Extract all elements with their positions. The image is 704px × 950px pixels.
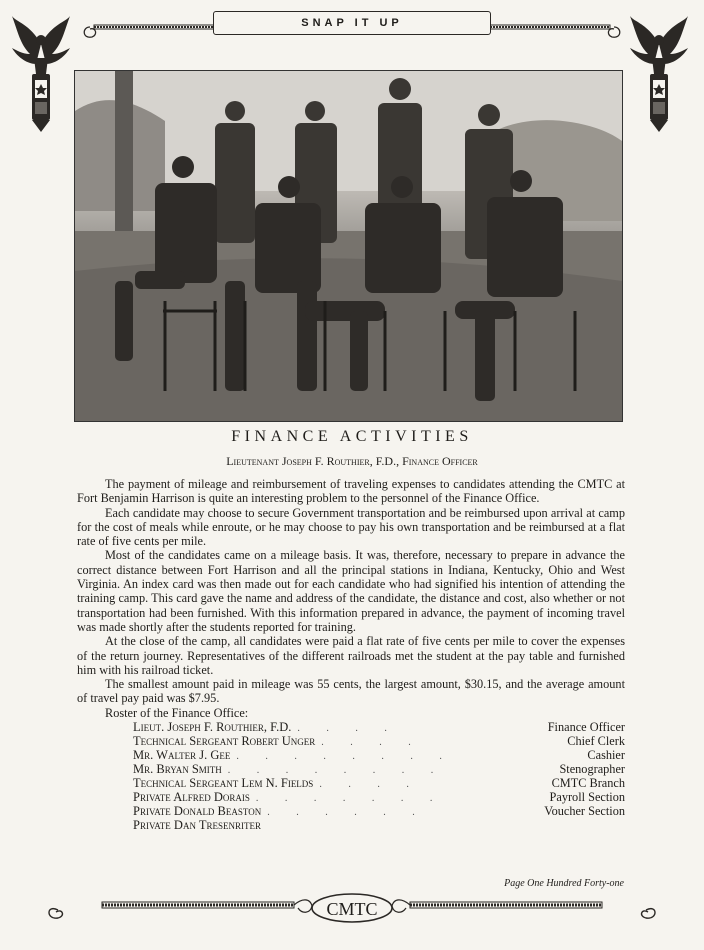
- roster-intro: Roster of the Finance Office:: [105, 705, 249, 720]
- roster-item: [77, 818, 625, 832]
- roster-role: Voucher Section: [544, 804, 625, 819]
- roster-item: [77, 804, 625, 818]
- roster-leader-dots: . . . . . . .: [255, 793, 445, 805]
- roster-leader-dots: . . . .: [319, 779, 421, 791]
- roster-item: [77, 720, 625, 734]
- paragraph: Most of the candidates came on a mileage basis. It was, therefore, necessary to prepare in advance the correct distance between Fort Harrison and all the principal stations in Indiana, Kentucky, Ohio and West Virginia. An index card was then made out for each candidate who had signified his intention of attending the training camp. This card gave the name and address of the candidate, the distance and cost, also whether or not transportation had been furnished. With this information prepared in advance, the payment of incoming travel was made shortly after the students reported for training.: [77, 548, 625, 634]
- roster-item: [77, 762, 625, 776]
- roster-list: [77, 720, 625, 832]
- roster-role: Finance Officer: [547, 720, 625, 735]
- roster-name: Private Dan Tresenriter: [133, 818, 261, 833]
- roster-name: Private Donald Beaston: [133, 804, 262, 819]
- cmtc-emblem-text: CMTC: [326, 899, 378, 919]
- roster-role: Cashier: [587, 748, 625, 763]
- roster-role: Payroll Section: [549, 790, 625, 805]
- paragraph: The payment of mileage and reimbursement of traveling expenses to candidates attending the CMTC at Fort Benjamin Harrison is quite an interesting problem to the personnel of the Finance Office.: [77, 477, 625, 506]
- section-subtitle: Lieutenant Joseph F. Routhier, F.D., Finance Officer: [226, 454, 478, 468]
- footer-ornament: [40, 888, 664, 936]
- roster-leader-dots: . . . . . .: [267, 807, 427, 819]
- roster-leader-dots: . . . .: [297, 723, 399, 735]
- roster-item: [77, 734, 625, 748]
- roster-item: [77, 790, 625, 804]
- roster-name: Lieut. Joseph F. Routhier, F.D.: [133, 720, 292, 735]
- roster-item: [77, 748, 625, 762]
- running-header-title: SNAP IT UP: [213, 11, 491, 35]
- roster-role: Stenographer: [559, 762, 625, 777]
- roster-name: Mr. Walter J. Gee: [133, 748, 231, 763]
- group-photo: [74, 70, 623, 422]
- roster-leader-dots: . . . . . . . .: [236, 751, 454, 763]
- section-title: FINANCE ACTIVITIES: [231, 428, 473, 445]
- roster-name: Technical Sergeant Lem N. Fields: [133, 776, 314, 791]
- eagle-emblem-icon: [10, 14, 72, 136]
- group-photo-illustration: [75, 71, 622, 421]
- roster-name: Mr. Bryan Smith: [133, 762, 222, 777]
- roster-leader-dots: . . . . . . . .: [227, 765, 446, 777]
- paragraph: Each candidate may choose to secure Government transportation and be reimbursed upon arrival at camp for the cost of meals while enroute, or he may choose to pay his own transportation and be reimbursed at a flat rate of five cents per mile.: [77, 505, 625, 549]
- eagle-emblem-icon: [628, 14, 690, 136]
- paragraph: At the close of the camp, all candidates were paid a flat rate of five cents per mile to cover the expenses of the return journey. Representatives of the different railroads met the student at the pay table and furnished him with his railroad ticket.: [77, 634, 625, 677]
- roster-role: Chief Clerk: [567, 734, 625, 749]
- article-body: [77, 477, 625, 832]
- paragraph: The smallest amount paid in mileage was 55 cents, the largest amount, $30.15, and the average amount of travel pay paid was $7.95.: [77, 677, 625, 706]
- roster-name: Technical Sergeant Robert Unger: [133, 734, 316, 749]
- roster-leader-dots: . . . .: [321, 737, 423, 749]
- page-number: Page One Hundred Forty-one: [504, 878, 624, 889]
- roster-role: CMTC Branch: [551, 776, 625, 791]
- roster-name: Private Alfred Dorais: [133, 790, 250, 805]
- roster-item: [77, 776, 625, 790]
